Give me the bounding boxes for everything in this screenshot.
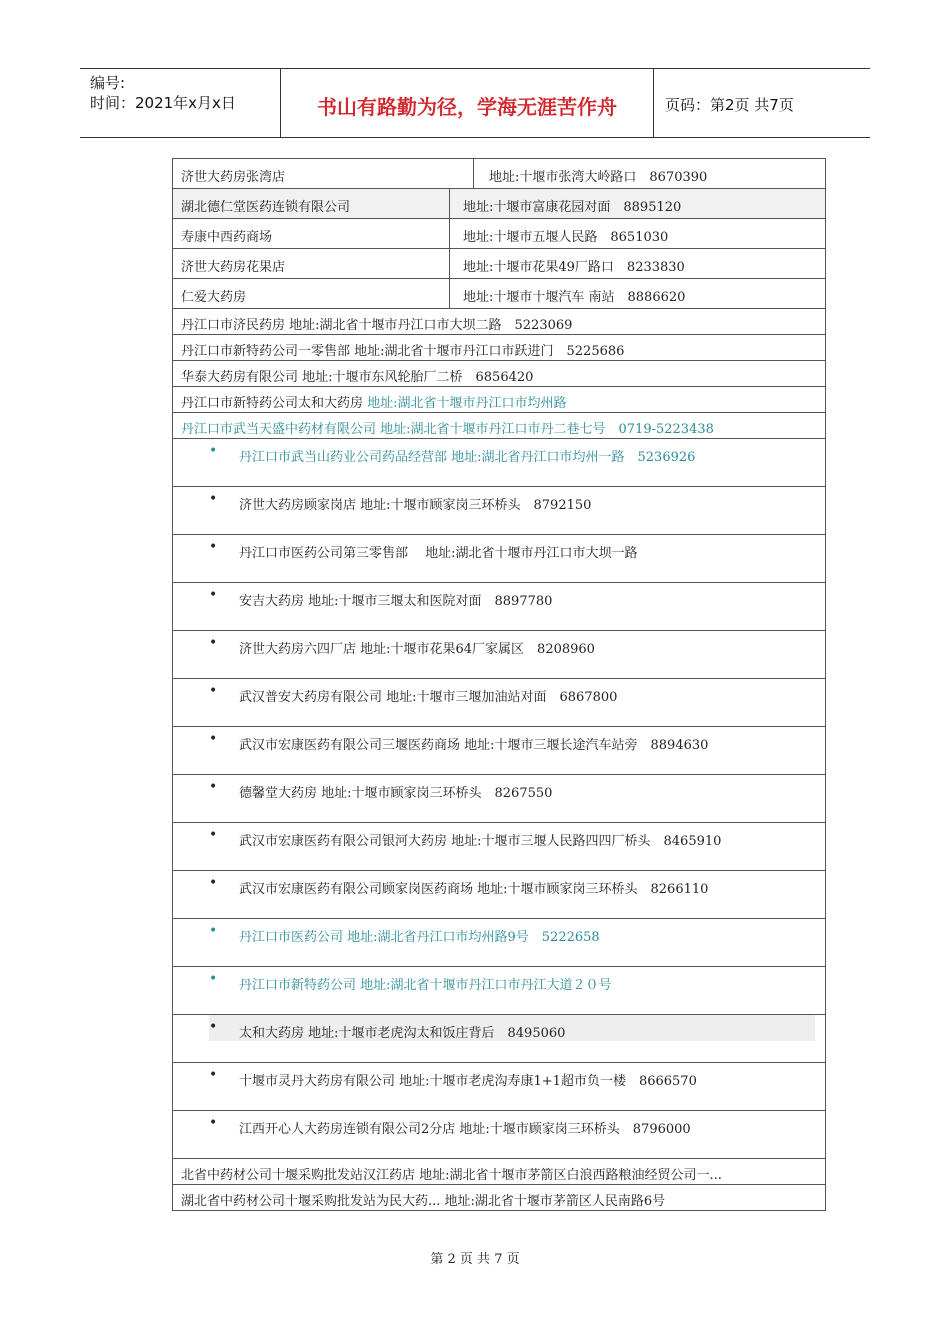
pharmacy-entry: 十堰市灵丹大药房有限公司 地址:十堰市老虎沟寿康1+1超市负一楼 8666570 — [239, 1074, 697, 1089]
table-row — [173, 1184, 825, 1210]
column-divider — [449, 219, 450, 248]
bullet-icon: • — [209, 779, 218, 795]
pharmacy-entry: 武汉普安大药房有限公司 地址:十堰市三堰加油站对面 6867800 — [239, 690, 618, 705]
header-meta — [90, 73, 236, 113]
pharmacy-entry: 丹江口市新特药公司一零售部 地址:湖北省十堰市丹江口市跃进门 5225686 — [181, 344, 625, 359]
pharmacy-entry: 丹江口市医药公司 地址:湖北省丹江口市均州路9号 5222658 — [239, 930, 600, 945]
bullet-icon: • — [209, 971, 218, 987]
pharmacy-address: 地址:湖北省十堰市丹江口市均州路 — [367, 396, 567, 411]
header-page-info: 页码：第2页 共7页 — [665, 96, 794, 114]
pharmacy-address: 地址:十堰市花果49厂路口 8233830 — [463, 260, 685, 275]
bullet-icon: • — [209, 491, 218, 507]
header-id-label: 编号: — [90, 74, 126, 92]
list-item — [173, 678, 825, 726]
column-divider — [449, 249, 450, 278]
pharmacy-entry: 济世大药房六四厂店 地址:十堰市花果64厂家属区 8208960 — [239, 642, 595, 657]
pharmacy-entry: 丹江口市新特药公司 地址:湖北省十堰市丹江口市丹江大道２０号 — [239, 978, 612, 993]
pharmacy-entry: 武汉市宏康医药有限公司银河大药房 地址:十堰市三堰人民路四四厂桥头 8465910 — [239, 834, 722, 849]
table-row — [173, 278, 825, 308]
pharmacy-entry: 济世大药房顾家岗店 地址:十堰市顾家岗三环桥头 8792150 — [239, 498, 592, 513]
table-row — [173, 334, 825, 360]
bullet-icon: • — [209, 875, 218, 891]
pharmacy-address: 地址:十堰市五堰人民路 8651030 — [463, 230, 669, 245]
table-row — [173, 386, 825, 412]
column-divider — [449, 279, 450, 308]
pharmacy-entry: 太和大药房 地址:十堰市老虎沟太和饭庄背后 8495060 — [239, 1026, 566, 1041]
bullet-icon: • — [209, 827, 218, 843]
pharmacy-entry: 湖北省中药材公司十堰采购批发站为民大药... 地址:湖北省十堰市茅箭区人民南路6号 — [181, 1194, 666, 1209]
header-divider — [653, 69, 654, 137]
pharmacy-name: 济世大药房张湾店 — [181, 170, 286, 185]
pharmacy-entry: 丹江口市武当天盛中药材有限公司 地址:湖北省十堰市丹江口市丹二巷七号 0719-5223438 — [181, 422, 714, 437]
list-item — [173, 774, 825, 822]
list-item — [173, 870, 825, 918]
pharmacy-address: 地址:十堰市富康花园对面 8895120 — [463, 200, 682, 215]
bullet-icon: • — [209, 539, 218, 555]
page-header — [80, 68, 870, 138]
table-row — [173, 412, 825, 438]
list-item — [173, 918, 825, 966]
column-divider — [449, 189, 450, 218]
pharmacy-name: 湖北德仁堂医药连锁有限公司 — [181, 200, 351, 215]
list-item — [173, 582, 825, 630]
table-row — [173, 360, 825, 386]
list-item — [173, 1062, 825, 1110]
pharmacy-entry — [181, 392, 567, 411]
pharmacy-name: 寿康中西药商场 — [181, 230, 273, 245]
pharmacy-entry: 武汉市宏康医药有限公司三堰医药商场 地址:十堰市三堰长途汽车站旁 8894630 — [239, 738, 709, 753]
list-item — [173, 1110, 825, 1158]
list-item — [173, 438, 825, 486]
bullet-icon: • — [209, 923, 218, 939]
pharmacy-name: 济世大药房花果店 — [181, 260, 286, 275]
pharmacy-entry: 华泰大药房有限公司 地址:十堰市东风轮胎厂二桥 6856420 — [181, 370, 534, 385]
pharmacy-table — [172, 158, 826, 1211]
pharmacy-address: 地址:十堰市十堰汽车 南站 8886620 — [463, 290, 686, 305]
pharmacy-entry: 德馨堂大药房 地址:十堰市顾家岗三环桥头 8267550 — [239, 786, 553, 801]
pharmacy-entry: 江西开心人大药房连锁有限公司2分店 地址:十堰市顾家岗三环桥头 8796000 — [239, 1122, 691, 1137]
table-row — [173, 188, 825, 218]
bullet-icon: • — [209, 1115, 218, 1131]
pharmacy-entry: 丹江口市武当山药业公司药品经营部 地址:湖北省丹江口市均州一路 5236926 — [239, 450, 696, 465]
bullet-icon: • — [209, 443, 218, 459]
bullet-icon: • — [209, 635, 218, 651]
list-item — [173, 822, 825, 870]
column-divider — [473, 159, 474, 188]
bullet-icon: • — [209, 683, 218, 699]
bullet-icon: • — [209, 1067, 218, 1083]
pharmacy-name: 丹江口市新特药公司太和大药房 — [181, 396, 364, 411]
bullet-icon: • — [209, 1019, 218, 1035]
table-row — [173, 308, 825, 334]
table-row — [173, 1158, 825, 1184]
pharmacy-entry: 丹江口市医药公司第三零售部 地址:湖北省十堰市丹江口市大坝一路 — [239, 546, 638, 561]
pharmacy-entry: 安吉大药房 地址:十堰市三堰太和医院对面 8897780 — [239, 594, 553, 609]
table-row — [173, 218, 825, 248]
page-footer: 第 2 页 共 7 页 — [430, 1252, 520, 1267]
header-time-label: 时间：2021年x月x日 — [90, 94, 236, 112]
pharmacy-entry: 武汉市宏康医药有限公司顾家岗医药商场 地址:十堰市顾家岗三环桥头 8266110 — [239, 882, 709, 897]
list-item — [173, 1014, 825, 1062]
pharmacy-address: 地址:十堰市张湾大岭路口 8670390 — [489, 170, 708, 185]
list-item — [173, 726, 825, 774]
list-item — [173, 966, 825, 1014]
table-row — [173, 158, 825, 188]
bullet-icon: • — [209, 731, 218, 747]
bullet-icon: • — [209, 587, 218, 603]
header-motto: 书山有路勤为径，学海无涯苦作舟 — [317, 95, 617, 119]
list-item — [173, 630, 825, 678]
pharmacy-entry: 丹江口市济民药房 地址:湖北省十堰市丹江口市大坝二路 5223069 — [181, 318, 573, 333]
list-item — [173, 534, 825, 582]
pharmacy-entry: 北省中药材公司十堰采购批发站汉江药店 地址:湖北省十堰市茅箭区白浪西路粮油经贸公司一... — [181, 1168, 722, 1183]
table-row — [173, 248, 825, 278]
pharmacy-name: 仁爱大药房 — [181, 290, 247, 305]
list-item — [173, 486, 825, 534]
